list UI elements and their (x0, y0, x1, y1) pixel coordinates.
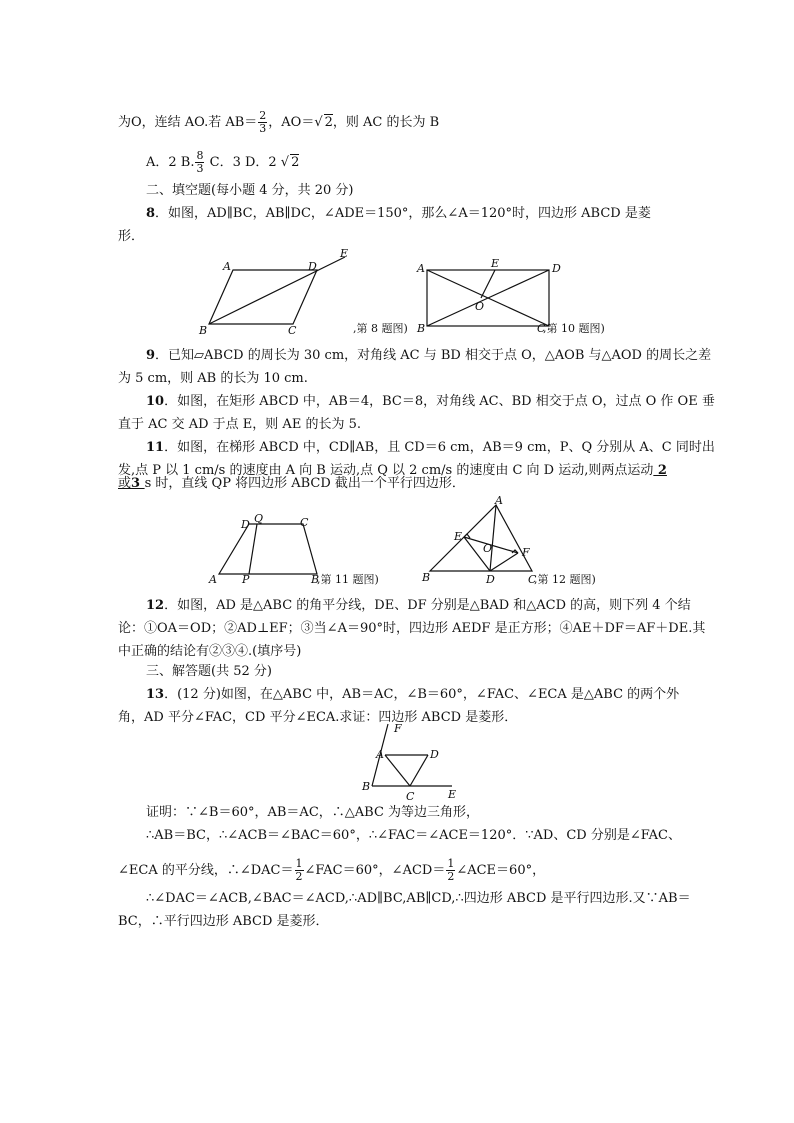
fig10-label-e: E (491, 257, 500, 270)
fig11-label-d: D (241, 518, 250, 531)
fig11-label-c: C (300, 516, 309, 529)
fig11-segment-qp (249, 524, 257, 574)
fig13-label-f: F (394, 722, 402, 735)
proof-line3 (118, 858, 545, 883)
fig11-caption: ,第 11 题图) (317, 573, 379, 586)
q9-line1 (146, 348, 711, 364)
fig10-label-o: O (475, 300, 485, 313)
q7-options: A．2 B. $\frac{8}{3}$ C．3 D．2 √ 2 (146, 149, 300, 175)
q7-text-b: ，AO＝ (268, 115, 315, 130)
fig13-segment-cd (410, 755, 428, 786)
fig8-label-d: D (308, 260, 317, 273)
figure-8 (195, 247, 408, 338)
fig12-triangle-abc (430, 505, 532, 571)
frac-den: 2 (295, 870, 303, 883)
fig10-segment-oe (481, 270, 495, 298)
q7-option-c-d: C．3 D．2 (205, 155, 281, 170)
figure-11 (205, 512, 405, 592)
q11-or: 或 (118, 476, 132, 491)
proof-line3-c: ∠ACE＝60°， (456, 863, 546, 878)
fig13-label-b: B (362, 780, 371, 793)
fig10-label-c: C (537, 322, 546, 335)
q8-line1 (146, 206, 651, 222)
fig13-label-a: A (376, 748, 384, 761)
fig13-label-e: E (448, 788, 457, 801)
q10-number: 10 (146, 394, 165, 409)
frac-num: 1 (447, 857, 455, 870)
frac-den: 3 (196, 162, 204, 175)
fig8-label-e: E (340, 247, 349, 260)
fig8-label-b: B (199, 324, 208, 337)
q11-text: ．如图，在梯形 ABCD 中，CD∥AB，且 CD＝6 cm，AB＝9 cm，P、Q 分别从 A、C 同时出 (164, 440, 715, 455)
fig8-caption: ,第 8 题图) (353, 322, 408, 335)
q9-line2: 为 5 cm，则 AB 的长为 10 cm. (118, 371, 308, 386)
fig11-label-q: Q (254, 512, 264, 525)
proof-line1: 证明：∵∠B＝60°，AB＝AC，∴△ABC 为等边三角形， (146, 805, 480, 820)
section-3-heading: 三、解答题(共 52 分) (146, 664, 272, 679)
q7-fraction-ab (258, 110, 267, 135)
fig11-label-a: A (209, 573, 217, 586)
q13-text: ．(12 分)如图，在△ABC 中，AB＝AC，∠B＝60°，∠FAC、∠ECA 是△ABC 的两个外 (164, 687, 680, 702)
q12-line3: 中正确的结论有②③④.(填序号) (118, 644, 302, 659)
q7-text-c: ，则 AC 的长为 B (332, 115, 440, 130)
frac-den: 2 (447, 870, 455, 883)
q7-option-a-b: A．2 B. (146, 155, 195, 170)
fig13-segment-ac (385, 755, 410, 786)
fig8-label-c: C (288, 324, 297, 337)
fig12-height-df (490, 553, 518, 571)
q11-answer-2: 3 (131, 476, 145, 491)
fig8-label-a: A (223, 260, 231, 273)
q8-line2: 形． (118, 229, 145, 244)
q7-sqrt-ao: 2 (324, 115, 333, 130)
fig12-label-e: E (454, 530, 463, 543)
fig12-bisector-ad (490, 505, 496, 571)
fig11-label-p: P (242, 573, 250, 586)
proof-line4: ∴∠DAC＝∠ACB,∠BAC＝∠ACD,∴AD∥BC,AB∥CD,∴四边形 ABCD 是平行四边形.又∵AB＝ (146, 891, 691, 906)
fig10-label-d: D (552, 262, 561, 275)
figure-13 (360, 722, 470, 804)
fig12-label-c: C (528, 573, 537, 586)
section-2-heading: 二、填空题(每小题 4 分，共 20 分) (146, 183, 354, 198)
fig12-label-f: F (522, 546, 530, 559)
proof-line5: BC，∴平行四边形 ABCD 是菱形． (118, 914, 329, 929)
fig10-label-a: A (417, 262, 425, 275)
frac-den: 3 (259, 122, 267, 135)
proof-line3-b: ∠FAC＝60°，∠ACD＝ (304, 863, 446, 878)
q11-number: 11 (146, 440, 165, 455)
q12-text: ．如图，AD 是△ABC 的角平分线，DE、DF 分别是△BAD 和△ACD 的高，则下列 4 个结 (164, 598, 691, 613)
q12-line2: 论：①OA＝OD；②AD⊥EF；③当∠A＝90°时，四边形 AEDF 是正方形；④AE＋DF＝AF＋DE.其 (118, 621, 706, 636)
q10-text: ．如图，在矩形 ABCD 中，AB＝4，BC＝8，对角线 AC、BD 相交于点 O，过点 O 作 OE 垂 (164, 394, 715, 409)
fig13-label-d: D (430, 748, 439, 761)
q11-line3 (118, 476, 465, 492)
fig12-label-o: O (483, 542, 493, 555)
fig12-label-d: D (486, 573, 495, 586)
fig10-label-b: B (417, 322, 426, 335)
fig12-label-a: A (495, 494, 503, 507)
q12-number: 12 (146, 598, 165, 613)
q11-text2: 发,点 P 以 1 cm/s 的速度由 A 向 B 运动,点 Q 以 2 cm/s 的速度由 C 向 D 运动,则两点运动 (118, 463, 654, 478)
frac-num: 2 (259, 109, 267, 122)
fig11-label-b: B (311, 573, 320, 586)
q8-number: 8 (146, 206, 156, 221)
q11-answer-1: 2 (653, 463, 667, 478)
q10-line2: 直于 AC 交 AD 于点 E，则 AE 的长为 5. (118, 417, 361, 432)
frac-num: 8 (196, 149, 204, 162)
q7-line1: 为O，连结 AO.若 AB＝ $\frac{2}{3}$ ，AO＝√ 2，则 AC 的长为 B (118, 109, 440, 135)
q13-line2: 角，AD 平分∠FAC，CD 平分∠ECA.求证：四边形 ABCD 是菱形． (118, 710, 518, 725)
q13-line1 (146, 687, 679, 703)
fig12-label-b: B (422, 571, 431, 584)
proof-line3-a: ∠ECA 的平分线，∴∠DAC＝ (118, 863, 294, 878)
proof-fraction-1 (295, 858, 304, 883)
q10-line1 (146, 394, 715, 410)
q8-text: ．如图，AD∥BC，AB∥DC，∠ADE＝150°，那么∠A＝120°时，四边形 ABCD 是菱 (155, 206, 651, 221)
figure-12 (420, 494, 620, 592)
figure-10 (415, 257, 625, 342)
q9-text: ．已知▱ABCD 的周长为 30 cm，对角线 AC 与 BD 相交于点 O，△AOB 与△AOD 的周长之差 (155, 348, 712, 363)
q7-option-b-fraction (195, 150, 204, 175)
q13-number: 13 (146, 687, 165, 702)
q11-line1 (146, 440, 715, 456)
fig11-trapezoid (219, 524, 317, 574)
fig10-caption: ,第 10 题图) (543, 322, 605, 335)
proof-fraction-2 (446, 858, 455, 883)
q11-text3: s 时，直线 QP 将四边形 ABCD 截出一个平行四边形． (144, 476, 465, 491)
q9-number: 9 (146, 348, 156, 363)
fig13-label-c: C (406, 790, 415, 803)
frac-num: 1 (295, 857, 303, 870)
proof-line2: ∴AB＝BC，∴∠ACB＝∠BAC＝60°，∴∠FAC＝∠ACE＝120°．∵AD、CD 分别是∠FAC、 (146, 828, 681, 843)
q7-text-a: 为O，连结 AO.若 AB＝ (118, 115, 258, 130)
fig12-caption: ,第 12 题图) (534, 573, 596, 586)
q7-option-d-sqrt: 2 (291, 155, 300, 170)
q12-line1 (146, 598, 691, 614)
